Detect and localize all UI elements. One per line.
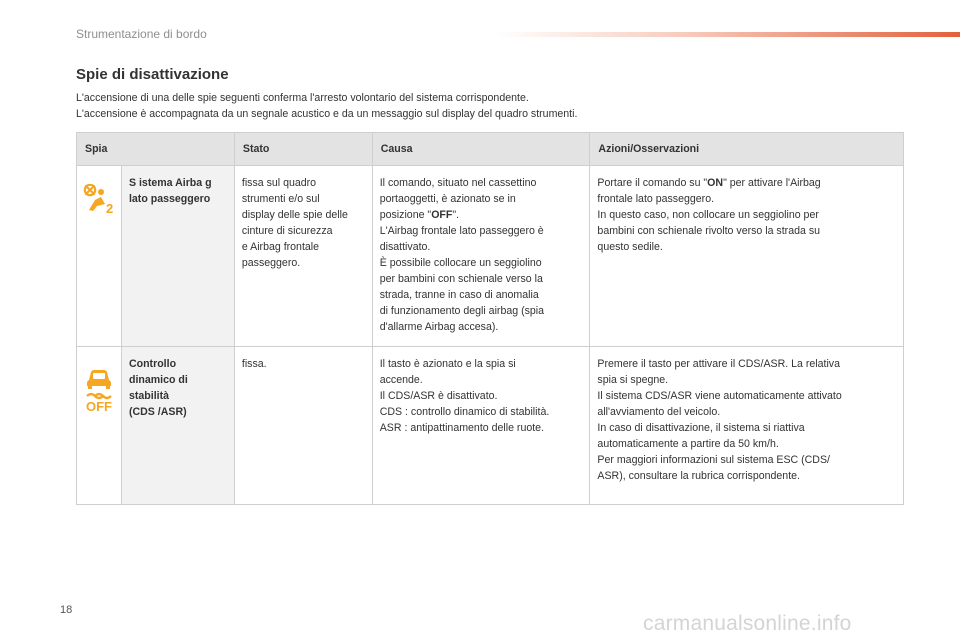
intro-line: L'accensione di una delle spie seguenti conferma l'arresto volontario del sistema corrispondente. — [76, 92, 529, 104]
causa-cell: Il tasto è azionato e la spia si accende. Il CDS/ASR è disattivato. CDS : controllo dinamico di stabilità. ASR : antipattinamento delle ruote. — [372, 347, 590, 505]
stato-cell: fissa sul quadro strumenti e/o sul display delle spie delle cinture di sicurezza e Airbag frontale passeggero. — [234, 166, 372, 347]
causa-cell: Il comando, situato nel cassettino portaoggetti, è azionato se in posizione "OFF". L'Airbag frontale lato passeggero è disattivato. È possibile collocare un seggiolino per bambini con schienale verso la strada, tranne in caso di anomalia di funzionamento degli airbag (spia d'allarme Airbag accesa). — [372, 166, 590, 347]
column-header-stato: Stato — [234, 133, 372, 166]
airbag-icon-label: 2 — [105, 201, 114, 214]
table-row — [77, 166, 904, 347]
warning-lights-table — [76, 132, 904, 505]
intro-text — [76, 90, 577, 122]
intro-line: L'accensione è accompagnata da un segnale acustico e da un messaggio sul display del quadro strumenti. — [76, 108, 578, 120]
table-header-row — [77, 133, 904, 166]
watermark: carmanualsonline.info — [643, 612, 852, 635]
running-header: Strumentazione di bordo — [76, 27, 207, 41]
stability-icon-label: OFF — [85, 399, 112, 413]
spia-name: Controllo dinamico di stabilità (CDS /ASR) — [121, 347, 234, 505]
column-header-causa: Causa — [372, 133, 590, 166]
stato-cell: fissa. — [234, 347, 372, 505]
header-accent-bar — [495, 32, 960, 37]
icon-cell — [77, 347, 122, 505]
azioni-cell: Premere il tasto per attivare il CDS/ASR. La relativa spia si spegne. Il sistema CDS/ASR viene automaticamente attivato all'avviamento del veicolo. In caso di disattivazione, il sistema si riattiva automaticamente a partire da 50 km/h. Per maggiori informazioni sul sistema ESC (CDS/ ASR), consultare la rubrica corrispondente. — [590, 347, 904, 505]
icon-cell — [77, 166, 122, 347]
column-header-azioni: Azioni/Osservazioni — [590, 133, 904, 166]
azioni-cell: Portare il comando su "ON" per attivare l'Airbag frontale lato passeggero. In questo caso, non collocare un seggiolino per bambini con schienale rivolto verso la strada su questo sedile. — [590, 166, 904, 347]
table-row — [77, 347, 904, 505]
page-number: 18 — [60, 604, 73, 616]
spia-name: S istema Airba g lato passeggero — [121, 166, 234, 347]
section-title: Spie di disattivazione — [76, 66, 229, 83]
passenger-airbag-off-icon — [83, 184, 115, 214]
column-header-spia: Spia — [77, 133, 235, 166]
stability-control-off-icon — [82, 365, 116, 413]
